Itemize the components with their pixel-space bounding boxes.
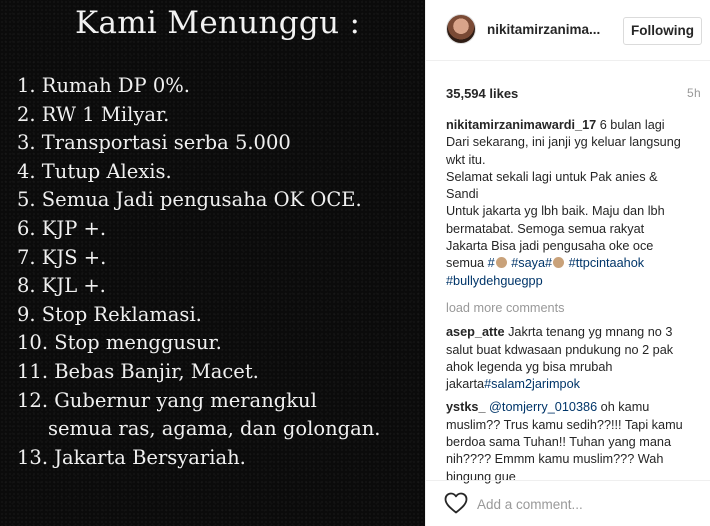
caption: [446, 117, 704, 290]
comment-text: ahok legenda yg bisa mrubah: [446, 359, 613, 374]
comment-text: berdoa sama Tuhan!! Tuhan yang mana: [446, 435, 672, 450]
list-item: 9. Stop Reklamasi.: [17, 302, 202, 326]
post-list: [17, 72, 381, 472]
comment-text: muslim?? Trus kamu sedih??!!! Tapi kamu: [446, 417, 683, 432]
comment-text: oh kamu: [597, 400, 650, 415]
list-item: semua ras, agama, dan golongan.: [48, 417, 381, 441]
post-header: [426, 0, 710, 61]
emoji-icon: [553, 257, 564, 268]
mention-link[interactable]: @tomjerry_010386: [489, 400, 598, 415]
caption-text: bermatabat. Semoga semua rakyat: [446, 221, 645, 236]
comment: [446, 399, 704, 485]
load-more-comments[interactable]: load more comments: [446, 300, 565, 315]
post-sidebar: [425, 0, 710, 526]
post-title: Kami Menunggu :: [75, 5, 361, 41]
list-item: 3. Transportasi serba 5.000: [17, 131, 291, 155]
list-item: 10. Stop menggusur.: [17, 331, 222, 355]
list-item: 4. Tutup Alexis.: [17, 159, 172, 183]
hashtag[interactable]: #bullydehguegpp: [446, 273, 543, 288]
hashtag[interactable]: #salam2jarimpok: [484, 377, 580, 392]
caption-text: Selamat sekali lagi untuk Pak anies &: [446, 169, 658, 184]
list-item: 2. RW 1 Milyar.: [17, 102, 170, 126]
comment: [446, 324, 704, 393]
comment-text: Jakrta tenang yg mnang no 3: [504, 325, 673, 340]
caption-text: Dari sekarang, ini janji yg keluar langsung: [446, 135, 681, 150]
list-item: 8. KJL +.: [17, 274, 106, 298]
caption-user[interactable]: nikitamirzanimawardi_17: [446, 118, 597, 132]
list-item: 6. KJP +.: [17, 216, 107, 240]
username[interactable]: nikitamirzanima...: [487, 22, 601, 37]
comment-user[interactable]: ystks_: [446, 400, 486, 415]
caption-text: 6 bulan lagi: [596, 118, 665, 132]
caption-text: wkt itu.: [446, 152, 486, 167]
comment-user[interactable]: asep_atte: [446, 325, 505, 340]
likes-count[interactable]: 35,594 likes: [446, 86, 519, 101]
comments-section: [446, 117, 704, 492]
list-item: 7. KJS +.: [17, 245, 107, 269]
hashtag[interactable]: #saya#: [511, 256, 553, 271]
hashtag[interactable]: #: [487, 256, 495, 271]
post-time[interactable]: 5h: [687, 86, 701, 100]
add-comment-bar: [426, 480, 710, 526]
comment-text: jakarta: [446, 377, 485, 392]
caption-text: Jakarta Bisa jadi pengusaha oke oce: [446, 239, 654, 254]
list-item: 13. Jakarta Bersyariah.: [17, 445, 246, 469]
emoji-icon: [496, 257, 507, 268]
avatar[interactable]: [446, 14, 476, 44]
following-button[interactable]: Following: [623, 17, 702, 45]
heart-icon[interactable]: [444, 492, 468, 514]
list-item: 1. Rumah DP 0%.: [17, 74, 191, 97]
caption-text: Untuk jakarta yg lbh baik. Maju dan lbh: [446, 204, 665, 219]
list-item: 11. Bebas Banjir, Macet.: [17, 359, 259, 383]
hashtag[interactable]: #ttpcintaahok: [568, 256, 645, 271]
comment-text: bingung gue: [446, 469, 516, 484]
caption-text: Sandi: [446, 187, 479, 202]
list-item: 12. Gubernur yang merangkul: [17, 388, 317, 412]
comment-input[interactable]: [477, 490, 697, 518]
caption-text: semua: [446, 256, 488, 271]
comment-text: nih???? Emmm kamu muslim??? Wah: [446, 452, 664, 467]
list-item: 5. Semua Jadi pengusaha OK OCE.: [17, 188, 362, 212]
comment-text: salut buat kdwasaan pndukung no 2 pak: [446, 342, 674, 357]
